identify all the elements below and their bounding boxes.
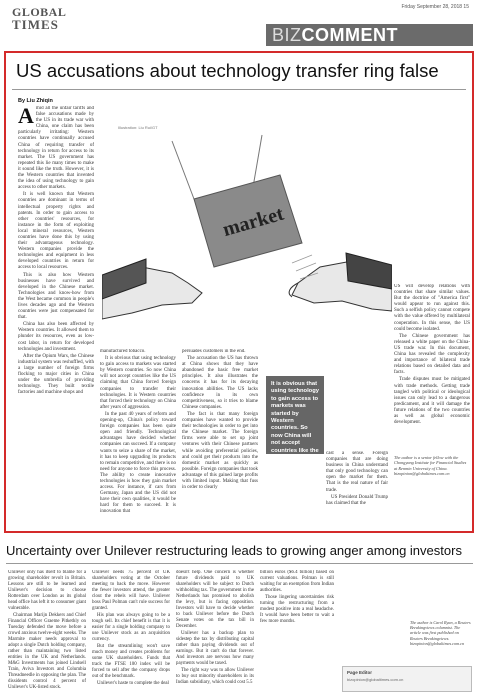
sign-text: market [220, 202, 287, 242]
article-paragraph: Amid all the unfair tariffs and false accusations made by the US in its trade war with China, one claim has been particularly irritating: Western countries have continually accused China of requiring transfer of technology in return for access to its market. The US government has repeated this lie many times to make it sound like the truth. However, it is the Western countries that invented the idea of using technology to gain access to other markets. [18, 106, 94, 191]
secondary-paragraph: Unilever's haste to complete the deal [97, 681, 169, 686]
byline: By Liu Zhiqin [18, 98, 53, 104]
global-times-logo [12, 6, 70, 34]
secondary-paragraph: Unilever needs 75 percent of UK shareholders voting at the October meeting to back the move. However the fewer investors attend, the greater clout the rebels will have. Unilever boss Paul Polman can't rule success for granted. [92, 570, 170, 611]
secondary-paragraph: billion euros ($6.4 billion) based on current valuations. Polman is still waiting for an exemption from Indian authorities. [260, 570, 334, 593]
handshake-illustration [102, 133, 392, 347]
article-paragraph: After the Opium Wars, the Chinese industrial system was reshuffled, with a large number of foreign firms flocking to major cities in China under the umbrella of providing technology. They built textile factories and machine shops and [18, 353, 94, 396]
secondary-paragraph: Chairman Marijn Dekkers and Chief Financial Officer Graeme Pitkethly on Tuesday defended the move before a crowd anxious twelve-eight weeks. The Marmite maker needs approval to adopt a single Dutch holding company, rather than maintaining two listed entities in the UK and Netherlands. M&G Investments has joined Lindsell Train, Aviva Investors and Columbia Threadneedle in opposing the plan. The dissidents control 4 percent of Unilever's UK-listed stock. [8, 613, 86, 690]
article-paragraph: Trade disputes must be mitigated with trade methods. Getting trade tangled with political or ideological issues can only lead to a dangerous predicament, and it will damage the future relations of the two countries as well as global economic development. [394, 377, 470, 426]
article-column-6 [394, 284, 470, 452]
page-editor-label: Page Editor [347, 670, 373, 675]
section-banner-bold: BIZ [272, 25, 302, 45]
page-editor-badge [342, 666, 472, 692]
secondary-paragraph: His plan was always going to be a tough sell. Its chief benefit is that it is easier for a single holding company to use Unilever stock as an acquisition currency. [92, 613, 170, 642]
section-banner [266, 24, 473, 46]
headline-rule [12, 89, 466, 90]
drop-cap: A [18, 106, 34, 128]
secondary-column-3 [176, 570, 254, 694]
article-paragraph: In the past 40 years of reform and opening-up, China's policy toward foreign companies has been quite open and friendly. Technological advantages have decided whether companies can succeed. If a company wants to seize a share of the market, it has to keep upgrading its products to remain competitive, and there is no need for anyone to force this process. The ability to create innovative technologies is how they gain market access. For instance, if cars from Germany, Japan and the US did not have their own qualities, it would be hard for them to succeed. It is innovation that [100, 411, 176, 515]
author-note: The author is a senior fellow with the Chongyang Institute for Financial Studies at Renmin University of China. bizopinion@globaltimes.com.cn [394, 455, 467, 476]
article-column-5 [326, 451, 388, 527]
right-hand-icon [289, 253, 392, 311]
market-sign [172, 135, 302, 267]
secondary-column-4 [260, 570, 334, 694]
article-paragraph: persuades customers in the end. [182, 349, 246, 354]
secondary-paragraph: But the streamlining won't save much money and creates problems for some UK shareholders. Funds that track the FTSE 100 index will be forced to sell after the company drops out of the benchmark. [92, 644, 170, 679]
feature-article [4, 51, 474, 533]
secondary-headline: Uncertainty over Unilever restructuring leads to growing anger among investors [6, 543, 462, 558]
article-column-3 [182, 349, 258, 527]
secondary-author-note: The author is Carol Ryan, a Reuters Breakingviews columnist. The article was first published on Reuters Breakingviews. bizopinion@globaltimes.com.cn [410, 620, 471, 646]
article-paragraph: The accusation the US has thrown at China shows that they have abandoned the basic free market principles. It also illustrates the concerns it has for its decaying innovation abilities. The US lacks confidence in its own competitiveness, so it tries to blame Chinese companies. [182, 356, 258, 410]
page-editor-email: bizopinion@globaltimes.com.cn [347, 677, 404, 682]
dateline: Friday September 28, 2018 15 [401, 4, 469, 10]
secondary-column-2 [92, 570, 170, 694]
secondary-paragraph: The right way was to allow Unilever to buy out minority shareholders in its Indian subsidiary, which could cost 5.5 [176, 668, 254, 685]
logo-line-2: TIMES [12, 17, 59, 32]
secondary-paragraph: doesn't help. One concern is whether future dividends paid to UK shareholders will be subject to Dutch withholding tax. The government in the Netherlands has promised to abolish the levy, but is facing opposition. Investors will have to decide whether to back Unilever before the Dutch Senate votes on the tax bill in December. [176, 570, 254, 629]
secondary-paragraph: Unilever only has itself to blame for a growing shareholder revolt in Britain. Lessons are still to be learned and Unilever's decision to choose Rotterdam over London as its global head office has left it to consumer giant vulnerable. [8, 570, 86, 611]
article-column-2 [100, 349, 176, 527]
pull-quote: It is obvious that using technology to gain access to markets was started by Western countries. So now China will not accept countries like the US claiming that China forced foreign companies to transfer their technologies. [266, 376, 324, 454]
logo-line-1: GLOBAL [12, 5, 67, 19]
secondary-paragraph: Unilever has a backup plan to sidestep the tax by distributing capital rather than paying dividends out of earnings. But it can't do that forever. And investors are nervous how many payments would be taxed. [176, 631, 254, 666]
article-paragraph: US President Donald Trump has claimed that the [326, 494, 388, 506]
article-paragraph: US will develop relations with countries that share similar values. But the doctrine of "America first" would appear to run against this. Such a selfish policy cannot compete with the value offered by multilateral cooperation. In this sense, the US could become isolated. [394, 284, 470, 332]
article-paragraph: The Chinese government has released a white paper on the China-US trade war. In this document, China has revealed the complexity and importance of bilateral trade relations based on detailed data and facts. [394, 333, 470, 376]
article-paragraph: The fact is that many foreign companies have wanted to provide their technologies in order to get into the Chinese market. The foreign firms were able to set up joint ventures with their Chinese partners while avoiding preferential policies, and could get their products into the domestic market as quickly as possible. Foreign companies that took advantage of this gained large profits with limited input. Making that fuss in order to clearly [182, 411, 258, 491]
secondary-headline-rule [6, 563, 473, 564]
article-paragraph: It is well known that Western countries are dominant in terms of intellectual property rights and patents. In order to gain access to other countries' resources, for instance in the form of exploiting local mineral resources, Western countries have done this by using their advantageous technology. Western companies provide the technologies and equipment in less developed countries in return for access to local resources. [18, 192, 94, 271]
section-banner-light: COMMENT [301, 25, 399, 45]
left-hand-icon [102, 259, 202, 319]
article-column-1 [18, 106, 94, 526]
secondary-column-1 [8, 570, 86, 694]
article-paragraph: It is obvious that using technology to gain access to markets was started by Western countries. So now China will not accept countries like the US claiming that China forced foreign companies to transfer their technologies. It is Western countries that forced their technology on China after years of aggression. [100, 356, 176, 410]
feature-headline: US accusations about technology transfer ring false [16, 60, 439, 81]
article-paragraph: This is also how Western businesses have survived and developed in the Chinese market. Technologies and know-how from the West became common in people's lives decades ago and the Western countries were just compensated for that. [18, 272, 94, 321]
masthead [0, 0, 479, 48]
article-paragraph: manufactured tobacco. [100, 349, 146, 354]
article-paragraph: cast a sense. Foreign companies that are doing business in China understand that only good technology can open the market for them. That is the real nature of fair trade. [326, 451, 388, 493]
secondary-paragraph: Those lingering uncertainties risk turning the restructuring from a modest positive into a real headache. It would have been better to wait a few more months. [260, 595, 334, 624]
article-paragraph: China has also been affected by Western countries. It allowed them to plunder its resources, even as low-cost labor, in return for developed technologies and investment. [18, 322, 94, 352]
illustration-credit: Illustration: Liu Rui/GT [118, 125, 158, 130]
